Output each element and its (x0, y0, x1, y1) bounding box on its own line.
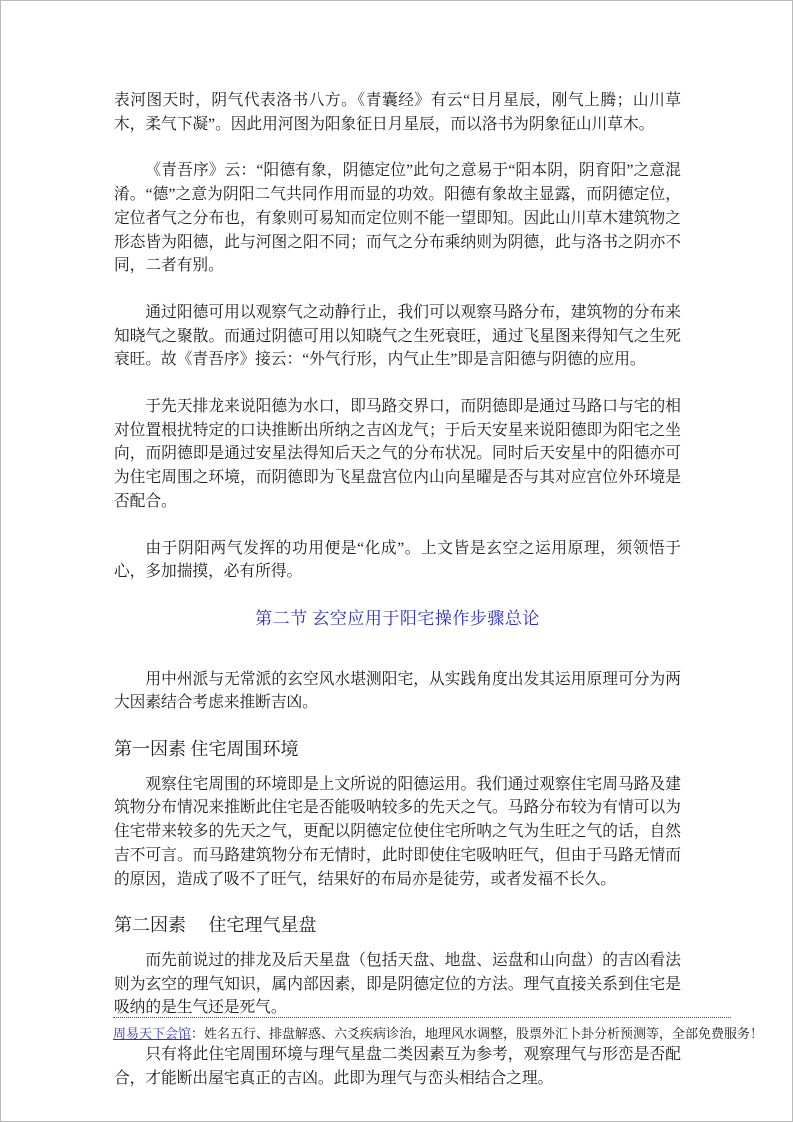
factor-two-heading: 第二因素 住宅理气星盘 (114, 915, 317, 936)
factor-one-heading: 第一因素 住宅周围环境 (114, 739, 299, 760)
page-footer (113, 1017, 764, 1042)
footer-site-link[interactable]: 周易天下会馆 (113, 1026, 192, 1041)
document-content (114, 89, 681, 1114)
footer-services-text: ：姓名五行、排盘解惑、六爻疾病诊治，地理风水调整，股票外汇卜卦分析预测等，全部免费服务！ (191, 1026, 764, 1041)
section-intro-paragraph: 用中州派与无常派的玄空风水堪测阳宅，从实践角度出发其运用原理可分为两大因素结合考虑来推断吉凶。 (114, 670, 681, 712)
closing-paragraph: 只有将此住宅周围环境与理气星盘二类因素互为参考，观察理气与形峦是否配合，才能断出屋宅真正的吉凶。此即为理气与峦头相结合之理。 (114, 1046, 681, 1087)
section-heading: 第二节 玄空应用于阳宅操作步骤总论 (255, 608, 540, 628)
body-paragraph: 由于阴阳两气发挥的功用便是“化成”。上文皆是玄空之运用原理，须领悟于心，多加揣摸，必有所得。 (114, 539, 681, 581)
body-paragraph-continuation: 表河图天时，阴气代表洛书八方。《青囊经》有云“日月星辰，刚气上腾；山川草木，柔气下凝”。因此用河图为阳象征日月星辰，而以洛书为阴象征山川草木。 (114, 92, 681, 133)
body-paragraph: 于先天排龙来说阳德为水口，即马路交界口，而阴德即是通过马路口与宅的相对位置根扰特定的口诀推断出所纳之吉凶龙气；于后天安星来说阳德即为阳宅之坐向，而阴德即是通过安星法得知后天之气的分布状况。同时后天安星中的阳德亦可为住宅周围之环境，而阴德即为飞星盘宫位内山向星曜是否与其对应宫位外环境是否配合。 (114, 398, 681, 510)
body-paragraph: 《青吾序》云：“阳德有象，阴德定位”此句之意易于“阳本阴，阴育阳”之意混淆。“德”之意为阴阳二气共同作用而显的功效。阳德有象故主显露，而阴德定位，定位者气之分布也，有象则可易知而定位则不能一望即知。因此山川草木建筑物之形态皆为阳德，此与河图之阳不同；而气之分布乘纳则为阴德，此与洛书之阴亦不同，二者有别。 (114, 162, 681, 275)
factor-one-paragraph: 观察住宅周围的环境即是上文所说的阳德运用。我们通过观察住宅周马路及建筑物分布情况来推断此住宅是否能吸呐较多的先天之气。马路分布较为有情可以为住宅带来较多的先天之气，更配以阴德定位使住宅所呐之气为生旺之气的话，自然吉不可言。而马路建筑物分布无情时，此时即使住宅吸呐旺气，但由于马路无情而的原因，造成了吸不了旺气，结果好的布局亦是徒劳，或者发福不长久。 (114, 775, 681, 888)
body-paragraph: 通过阳德可用以观察气之动静行止，我们可以观察马路分布，建筑物的分布来知晓气之聚散。而通过阴德可用以知晓气之生死衰旺，通过飞星图来得知气之生死衰旺。故《青吾序》接云：“外气行形，内气止生”即是言阳德与阴德的应用。 (114, 303, 681, 369)
factor-two-paragraph: 而先前说过的排龙及后天星盘（包括天盘、地盘、运盘和山向盘）的吉凶看法则为玄空的理气知识，属内部因素，即是阴德定位的方法。理气直接关系到住宅是吸纳的是生气还是死气。 (114, 951, 681, 1017)
